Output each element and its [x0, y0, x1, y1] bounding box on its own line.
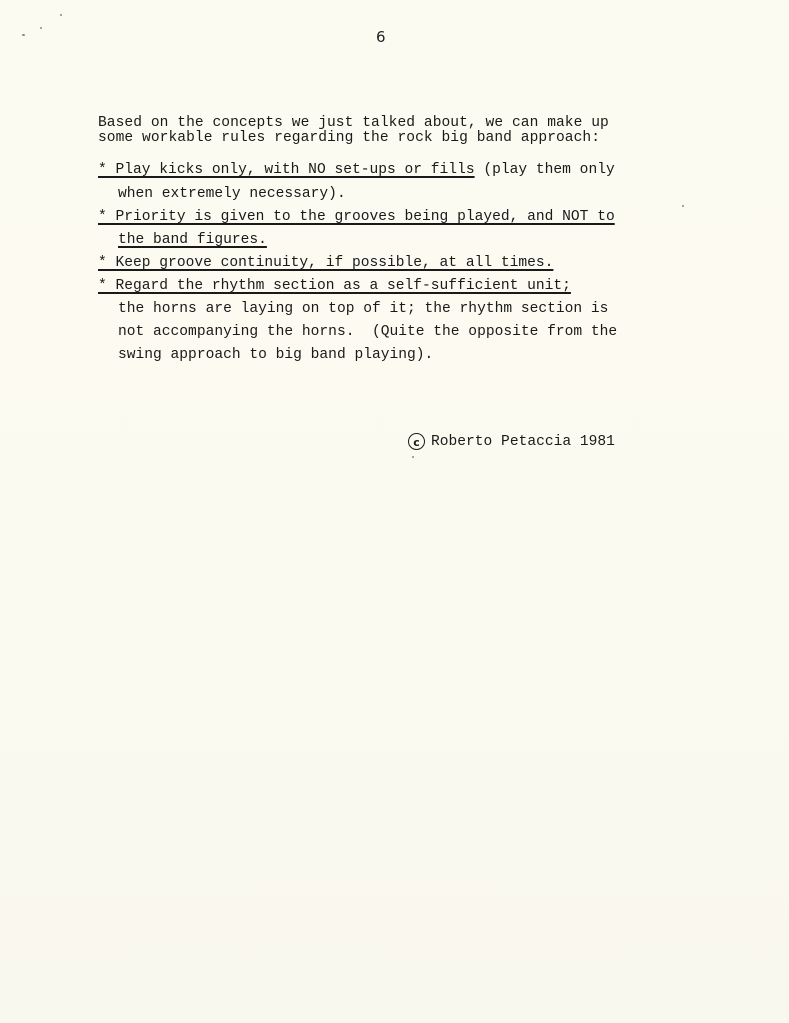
rule-2-line-1: * Priority is given to the grooves being played, and NOT to [98, 209, 615, 225]
rule-3-line-1: * Keep groove continuity, if possible, at all times. [98, 255, 554, 271]
rule-2-line-2: the band figures. [118, 232, 267, 248]
page-number: 6 [376, 28, 386, 46]
speck [60, 14, 62, 16]
rule-1-line-2: when extremely necessary). [118, 186, 346, 202]
copyright-text: Roberto Petaccia 1981 [431, 433, 615, 450]
rule-1-rest: (play them only [474, 162, 615, 178]
speck [22, 34, 25, 36]
copyright-notice [408, 433, 615, 450]
rule-4-line-4: swing approach to big band playing). [118, 347, 434, 363]
rule-4-line-1: * Regard the rhythm section as a self-sufficient unit; [98, 278, 571, 294]
rule-4-line-3: not accompanying the horns. (Quite the opposite from the [118, 324, 618, 340]
speck [412, 456, 414, 458]
copyright-icon: c [408, 433, 425, 450]
intro-line-1: Based on the concepts we just talked about, we can make up [98, 115, 609, 131]
rule-1-underlined: * Play kicks only, with NO set-ups or fills [98, 162, 475, 178]
speck [40, 27, 42, 29]
rule-4-line-2: the horns are laying on top of it; the rhythm section is [118, 301, 609, 317]
intro-line-2: some workable rules regarding the rock big band approach: [98, 130, 601, 146]
speck [682, 205, 684, 207]
rule-1-line-1 [98, 161, 615, 179]
